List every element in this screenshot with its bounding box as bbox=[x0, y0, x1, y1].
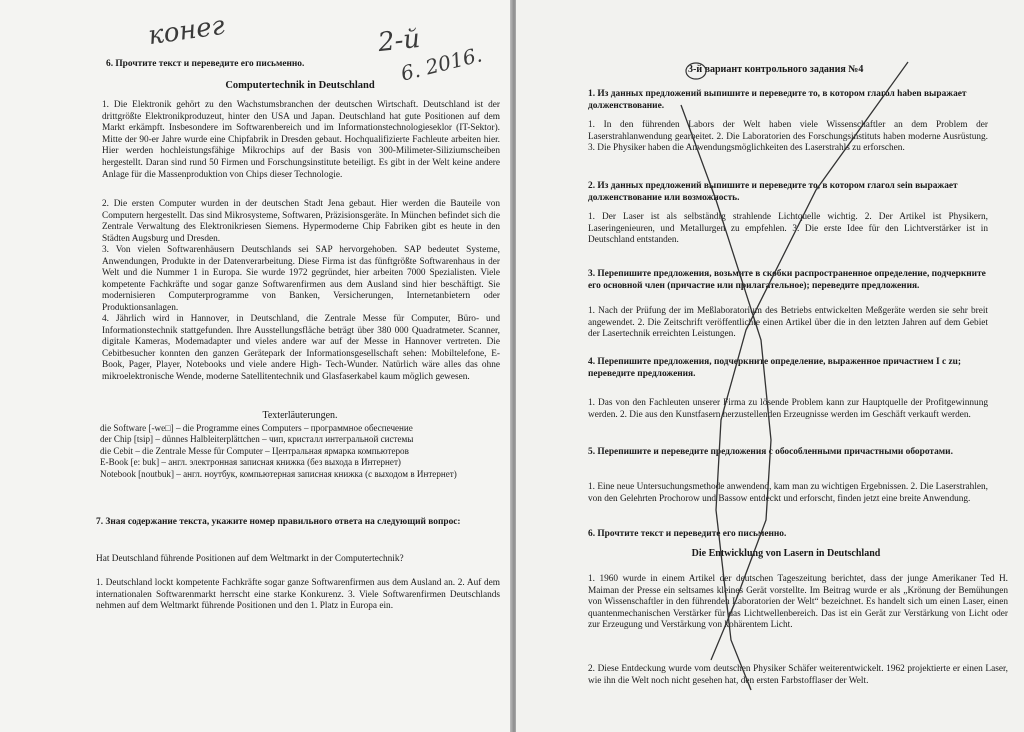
task6-heading: 6. Прочтите текст и переведите его письменно. bbox=[106, 59, 305, 69]
gloss-item: der Chip [tsip] – dünnes Halbleiterplättchen – чип, кристалл интегральной системы bbox=[100, 434, 414, 445]
task4-text: 1. Das von den Fachleuten unserer Firma zu lösende Problem kann zur Hauptquelle der Profitgewinnung werden. 2. Die aus den Kunstfasern herzustellenden Erzeugnisse werden im Geschäft verkauft werden. bbox=[588, 398, 988, 420]
variant-heading: 3-й вариант контрольного задания №4 bbox=[688, 64, 864, 75]
text-title-right: Die Entwicklung von Lasern in Deutschland bbox=[691, 548, 881, 559]
task3-text: 1. Nach der Prüfung der im Meßlaboratorium des Betriebs entwickelten Meßgeräte werden sie sehr breit angewendet. 2. Die Zeitschrift veröffentlichte einen Artikel über die in den letzten Jahren auf dem Gebiet der Lasertechnik erreichten Leistungen. bbox=[588, 306, 988, 340]
handwritten-name: конег bbox=[146, 10, 227, 52]
gloss-item: die Software [-we□] – die Programme eines Computers – программное обеспечение bbox=[100, 423, 413, 433]
gloss-title: Texterläuterungen. bbox=[262, 410, 338, 421]
task5-text: 1. Eine neue Untersuchungsmethode anwendend, kam man zu wichtigen Ergebnissen. 2. Die Laserstrahlen, von den Gelehrten Prochorow und Bassow entdeckt und erforscht, finden jetzt eine breite Anwendung. bbox=[588, 482, 988, 504]
task1-heading: 1. Из данных предложений выпишите и переведите то, в котором глагол haben выражает долженствование. bbox=[588, 89, 967, 111]
task3-heading: 3. Перепишите предложения, возьмите в скобки распространенное определение, подчеркните его основной член (причастие или прилагательное); переведите предложения. bbox=[588, 269, 986, 291]
paragraph-3: 3. Von vielen Softwarenhäusern Deutschlands sei SAP hervorgehoben. SAP bedeutet Systeme, Anwendungen, Produkte in der Datenverarbeitung. Diese Firma ist das fünftgrößte Softwarenhaus in der Welt und die Nummer 1 in Europa. Sie wurde 1972 gegründet, hier arbeiten 7000 Spezialisten. Viele kompetente Fachkräfte und sogar ganze Softwarenfirmen aus dem Ausland sind hier beschäftigt. Sie modernisieren Computerprogramme von Banken, Versicherungen, Internetanbietern oder Produktionsanlagen. bbox=[102, 245, 500, 313]
task1-text: 1. In den führenden Labors der Welt haben viele Wissenschaftler an dem Problem der Laserstrahlanwendung gearbeitet. 2. Die Laboratorien des Forschungsinstituts haben moderne Ausrüstung. 3. Die Physiker haben die Anwendungsmöglichkeiten des Laserstrahls zu erforschen. bbox=[588, 120, 988, 154]
paragraph-4: 4. Jährlich wird in Hannover, in Deutschland, die Zentrale Messe für Computer, Büro- und Informationstechnik stattgefunden. Ihre Ausstellungsfläche beträgt über 380 000 Quadratmeter. Scanner, digitale Kameras, Modemadapter und vieles andere war auf der Messe in Hannover vertreten. Die Cebitbesucher konnten den ganzen Gerätepark der Informationsgesellschaft sehen: Mobiltelefone, E-Book, Pager, Player, Notebooks und viele andere High- Tech-Wunder. Natürlich wäre alles das ohne mikroelektronische Wende, moderne Satellitentechnik und Glasfaserkabel kaum möglich gewesen. bbox=[102, 314, 500, 382]
paragraph-1: 1. Die Elektronik gehört zu den Wachstumsbranchen der deutschen Wirtschaft. Deutschland ist der drittgrößte Elektronikproduzeut, hinter den USA und Japan. Deutschland hat gute Positionen auf dem Markt erkämpft. Insbesondere im Softwarenbereich und im Informationstechnologieseklor (IT-Sektor). Mitte der 90-er Jahre wurde eine Chipfabrik in Dresden gebaut. Hochqualifizierte Fachleute arbeiten hier. Hier werden hochleistungsfähige Mikrochips auf der Basis von 300-Milimeter-Siliziumscheiben hergestellt. Daran sind rund 50 Firmen und Forschungsinstitute beteiligt. Es gibt in der Welt keine andere Anlage für die Massenproduktion von Chips dieser Technologie. bbox=[102, 100, 500, 180]
handwritten-variant: 2-й bbox=[376, 23, 422, 59]
handwritten-variant-line2: 6. 2016. bbox=[398, 42, 485, 86]
task7-heading: 7. Зная содержание текста, укажите номер правильного ответа на следующий вопрос: bbox=[96, 517, 461, 527]
task6-text: 1. 1960 wurde in einem Artikel der deutschen Tageszeitung berichtet, dass der junge Amerikaner Ted H. Maiman der Presse ein seltsames kleines Gerät vorstellte. Im Beitrag wurde er als „Krönung der Bemühungen von Wissenschaftler in den führenden Laboratorien der Welt“ bezeichnet. Es handelt sich um einen Laser, einen quantenmechanischen Verstärker für das Lichtwellenbereich. Das ist ein Gerät zur Verstärkung von Licht oder zur Erzeugung und Verstärkung von kohärentem Licht. bbox=[588, 574, 1008, 631]
gloss-item: Notebook [noutbuk] – англ. ноутбук, компьютерная записная книжка (с выходом в Интернет) bbox=[100, 468, 457, 479]
right-page bbox=[516, 0, 1024, 732]
gloss-item: die Cebit – die Zentrale Messe für Computer – Центральная ярмарка компьютеров bbox=[100, 445, 409, 456]
paragraph-2: 2. Die ersten Computer wurden in der deutschen Stadt Jena gebaut. Hier werden die Bauteile von Computern hergestellt. Das sind Mikrosysteme, Softwaren, Präzisionsgeräte. In München befindet sich die Zentrale Verwaltung des Elektronikriesen Siemens. Hypermoderne Chip Fabriken gibt es heute in den Städten Augsburg und Dresden. bbox=[102, 199, 500, 244]
text-title: Computertechnik in Deutschland bbox=[225, 80, 375, 91]
gloss-list bbox=[100, 423, 500, 480]
task5-heading: 5. Перепишите и переведите предложения с обособленными причастными оборотами. bbox=[588, 447, 953, 457]
task2-heading: 2. Из данных предложений выпишите и переведите то, в котором глагол sein выражает долженствование или возможность. bbox=[588, 181, 958, 203]
question: Hat Deutschland führende Positionen auf dem Weltmarkt in der Computertechnik? bbox=[96, 554, 404, 564]
circle-mark bbox=[686, 63, 706, 79]
task2-text: 1. Der Laser ist als selbständig strahlende Lichtquelle wichtig. 2. Der Artikel ist Physikern, Laseringenieuren, und Metallurgen zu empfehlen. 3. Die erste Idee für den Lichtverstärker ist in Deutschland entstanden. bbox=[588, 212, 988, 246]
task6-heading-right: 6. Прочтите текст и переведите его письменно. bbox=[588, 529, 787, 539]
cross-stroke-2 bbox=[681, 105, 771, 660]
task6-text-2: 2. Diese Entdeckung wurde vom deutschen Physiker Schäfer weiterentwickelt. 1962 projektierte er einen Laser, wie ihn die Welt noch nicht gesehen hat, den ersten Farbstofflaser der Welt. bbox=[588, 664, 1008, 686]
cross-out-marks bbox=[516, 0, 1024, 732]
gloss-item: E-Book [e: buk] – англ. электронная записная книжка (без выхода в Интернет) bbox=[100, 457, 401, 468]
task4-heading: 4. Перепишите предложения, подчеркните определение, выраженное причастием I с zu; переведите предложения. bbox=[588, 357, 961, 379]
cross-stroke-1 bbox=[716, 62, 908, 690]
answers: 1. Deutschland lockt kompetente Fachkräfte sogar ganze Softwarenfirmen aus dem Ausland an. 2. Auf dem internationalen Softwarenmarkt herrscht eine starke Konkurenz. 3. Viele Softwarenfirmen Deutschlands nehmen auf dem Weltmarkt führende Positionen und den 1. Platz in Europa ein. bbox=[96, 578, 500, 612]
